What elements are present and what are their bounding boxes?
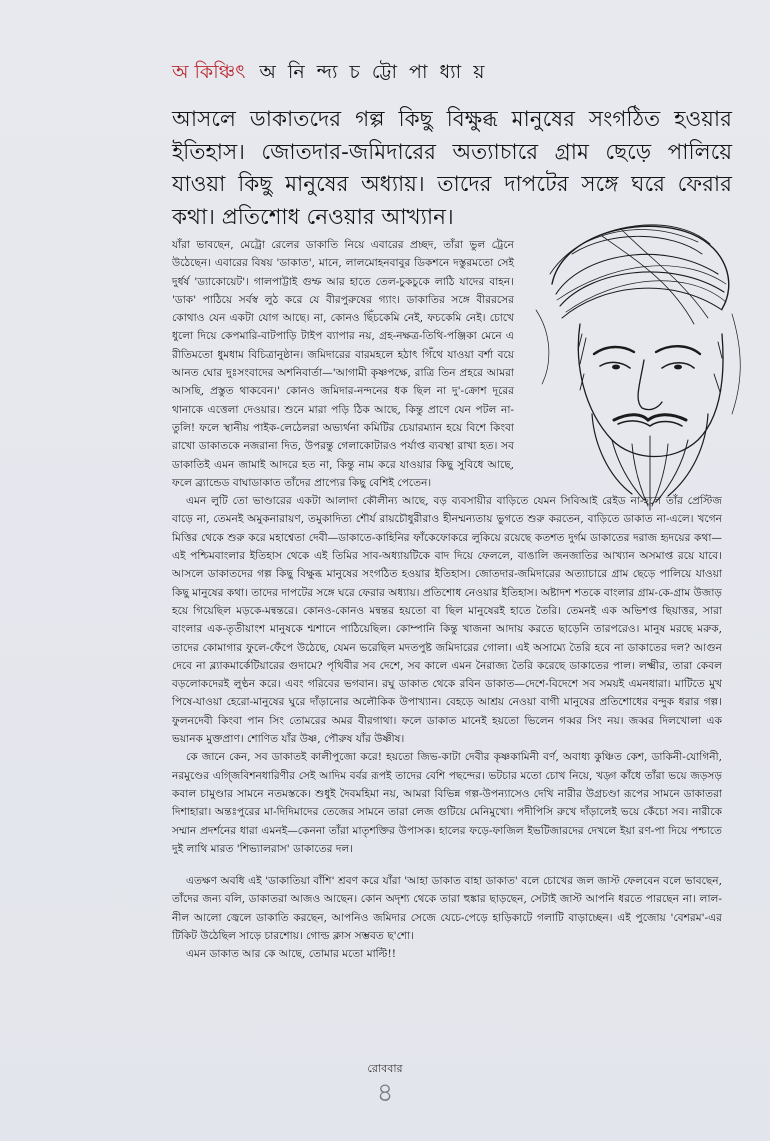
paragraph-2: এমন লুটি তো ভাণ্ডারের একটা আলাদা কৌলীন্য আছে, বড় ব্যবসায়ীর বাড়িতে যেমন সিবিআই রেইড না-হলে তাঁর প্রেস্টিজ বাড়ে না, তেমনই অমুকনারায়ণ, তমুকাদিত্য শৌর্য রায়চৌধুরীরাও হীনম্মন্যতায় ভুগতে শুরু করতেন, বাড়িতে ডাকাত না-এলে। খগেন মিত্তির থেকে শুরু করে মহাশ্বেতা দেবী—ডাকাতে-কাহিনির ফাঁকেফোকরে লুকিয়ে রয়েছে কতশত দুর্গম ডাকাতের দরাজ হৃদয়ের কথা—এই পশ্চিমবাংলার ইতিহাস থেকে এই তিমির সাব-অধ্যায়টিকে বাদ দিয়ে ফেললে, বাঙালি জনজাতির আখ্যান অসমাপ্ত রয়ে যাবে। আসলে ডাকাতদের গল্প কিছু বিক্ষুব্ধ মানুষের সংগঠিত হওয়ার ইতিহাস। জোতদার-জমিদারের অত্যাচারে গ্রাম ছেড়ে পালিয়ে যাওয়া কিছু মানুষের কথা। তাদের দাপটের সঙ্গে ঘরে ফেরার অধ্যায়। প্রতিশোধ নেওয়ার ইতিহাস। অষ্টাদশ শতকে বাংলার গ্রাম-কে-গ্রাম উজাড় হয়ে গিয়েছিল মড়কে-মন্বন্তরে। কোনও-কোনও মন্বন্তর হয়তো বা ছিল মানুষেরই হাতে তৈরি। তেমনই এক অভিশপ্ত ছিয়াত্তর, সারা বাংলার এক-তৃতীয়াংশ মানুষকে শ্মশানে পাঠিয়েছিল। কোম্পানি কিন্তু খাজনা আদায় করতে ছাড়েনি তারপরেও। মানুষ মরছে মরুক, তাদের কোমাগার ফুলে-ফেঁপে উঠেছে, যেমন ভরেছিল মদতপুষ্ট জমিদারের গোলা। এই অসাম্যে তৈরি হবে না ডাকাতের দল? আগুন দেবে না ব্ল্যাকমার্কেটিয়ারের গুদামে? পৃথিবীর সব দেশে, সব কালে এমন নৈরাজ্য তৈরি করেছে ডাকাতের পাল। লক্ষ্মীর, তারা কেবল বড়লোকদেরই লুণ্ঠন করে। এবং গরিবের ভগবান। রঘু ডাকাত থেকে রবিন ডাকাত—দেশে-বিদেশে সব সময়ই এমনধারা। মাটিতে মুখ পিষে-যাওয়া হেরো-মানুষের ঘুরে দাঁড়ানোর অলৌকিক উপাখ্যান। বেহড়ে আশ্রয় নেওয়া বাগী মানুষের প্রতিশোধের বন্দুক ধরার গল্প। ফুলনদেবী কিংবা পান সিং তোমরের অমর বীরগাথা। ফলে ডাকাত মানেই হয়তো ভিলেন গব্বর সিং নয়। জব্বর দিলখোলা এক ভয়ানক মুক্তপ্রাণ। শোণিত যাঁর উষ্ণ, পৌরুষ যাঁর উষ্ণীষ। (172, 495, 722, 746)
paragraph-4: এতক্ষণ অবধি এই 'ডাকাতিয়া বাঁশি' শ্রবণ করে যাঁরা 'আহা ডাকাত বাহা ডাকাত' বলে চোখের জল জাস্ট ফেলবেন বলে ভাবছেন, তাঁদের জন্য বলি, ডাকাতরা আজও আছেন। কোন অদৃশ্য থেকে তারা হুঙ্কার ছাড়ছেন, সেটাই জাস্ট আপনি ধরতে পারছেন না। লাল-নীল আলো জ্বেলে ডাকাতি করছেন, আপনিও জমিদার সেজে যেচে-পেড়ে হাড়িকাটে গলাটি বাড়াচ্ছেন। এই পুজোয় 'বেশরম'-এর টিকিট উঠেছিল সাড়ে চারশোয়। গোল্ড ক্লাস সম্ভবত ছ'শো। (172, 875, 722, 942)
lede-paragraph: আসলে ডাকাতদের গল্প কিছু বিক্ষুব্ধ মানুষের সংগঠিত হওয়ার ইতিহাস। জোতদার-জমিদারের অত্যাচারে গ্রাম ছেড়ে পালিয়ে যাওয়া কিছু মানুষের অধ্যায়। তাদের দাপটের সঙ্গে ঘরে ফেরার কথা। প্রতিশোধ নেওয়ার আখ্যান। (172, 107, 732, 230)
paragraph-1: যাঁরা ভাবছেন, মেট্রো রেলের ডাকাতি নিয়ে এবারের প্রচ্ছদ, তাঁরা ভুল ট্রেনে উঠেছেন। এবারের বিষয় 'ডাকাত', মানে, লালমোহনবাবুর ডিকশনে দস্তুরমতো সেই দুর্ধর্ষ 'ড্যাকোয়েট'। গালপাট্টাই গুম্ফ আর হাতে তেল-চুকচুকে লাঠি যাদের বাহন। 'ডাক' পাঠিয়ে সর্বস্ব লুঠ করে যে বীরপুরুষের গ্যাং। ডাকাতির সঙ্গে বীররসের কোথাও যেন একটা যোগ আছে। না, কোনও ছিঁচকেমি নেই, ফচকেমি নেই। চোখে ধুলো দিয়ে কেপমারি-বাটপাড়ি টাইপ ব্যাপার নয়, গ্রহ-নক্ষত্র-তিথি-পঞ্জিকা মেনে এ রীতিমতো ধুমধাম বিচিত্রানুষ্ঠান। জমিদারের বারমহলে হঠাৎ গিঁথে যাওয়া বর্শা বয়ে আনত ঘোর দুঃসংবাদের অশনিবার্তা—'আগামী কৃষ্ণপক্ষে, রাত্রি তিন প্রহরে আমরা আসছি, প্রস্তুত থাকবেন।' কোনও জমিদার-নন্দনের ধক ছিল না দু'-ক্রোশ দূরের থানাকে এত্তেলা দেওয়ার। শুনে মারা পড়ি ঠিক আছে, কিন্তু প্রাণে যেন পটল না-তুলি! ফলে স্থানীয় পাইক-লেঠেলরা অভ্যর্থনা কমিটির চেয়ারম্যান হয়ে বিশে কিংবা রাখো ডাকাতকে নজরানা দিত, উপরন্তু গেলাকোটারও পর্যাপ্ত ব্যবস্থা রাখা হত। সব ডাকাতিই এমন জামাই আদরে হত না, কিন্তু নাম করে যাওয়ার কিছু সুবিধে আছে, ফলে ব্র্যান্ডেড বাঘাডাকাত তাঁদের প্রাপ্যের কিছু বেশিই পেতেন। (172, 239, 514, 489)
column-header (172, 58, 487, 88)
page-number: ৪ (376, 1078, 394, 1108)
paragraph-3: কে জানে কেন, সব ডাকাতই কালীপুজো করে! হয়তো জিভ-কাটা দেবীর কৃষ্ণকামিনী বর্ণ, অবাধ্য কুঞ্চিত কেশ, ডাকিনী-যোগিনী, নরমুণ্ডের এগ্জিবিশনধারিণীর সেই আদিম বর্বর রূপই তাদের বেশি পছন্দের। ভটচার মতো চোখ নিয়ে, খড়্গ কাঁধে তাঁরা ভয়ে জড়সড় কবাল চামুণ্ডার সামনে নতমস্তকে। শুধুই দৈবমহিমা নয়, আমরা বিভিন্ন গল্প-উপন্যাসেও দেখি নারীর উগ্রচণ্ডা রূপের সামনে ডাকাতরা দিশাহারা। অন্তঃপুরের মা-দিদিমাদের তেজের সামনে তারা লেজ গুটিয়ে মেনিমুখো। পদীপিসি রুখে দাঁড়ালেই ভয়ে কেঁচো সব। নারীকে সম্মান প্রদর্শনের ধারা এমনই—কেননা তাঁরা মাতৃশক্তির উপাসক। হালের ফড়ে-ফাজিল ইভটিজারদের দেখলে ইয়া রণ-পা দিয়ে পশ্চাতে দুই লাথি মারত 'শিভ্যালরাস' ডাকাতের দল। (172, 751, 722, 855)
page-footer (0, 1060, 770, 1107)
author-name: অ নি ন্দ্য চ ট্টো পা ধ্যা য় (259, 61, 488, 83)
article-body (172, 236, 722, 964)
magazine-name: রোববার (367, 1062, 403, 1075)
column-name: অ কিঞ্চিৎ (172, 61, 246, 83)
paragraph-5: এমন ডাকাত আর কে আছে, তোমার মতো মাল্টি!! (186, 948, 396, 961)
